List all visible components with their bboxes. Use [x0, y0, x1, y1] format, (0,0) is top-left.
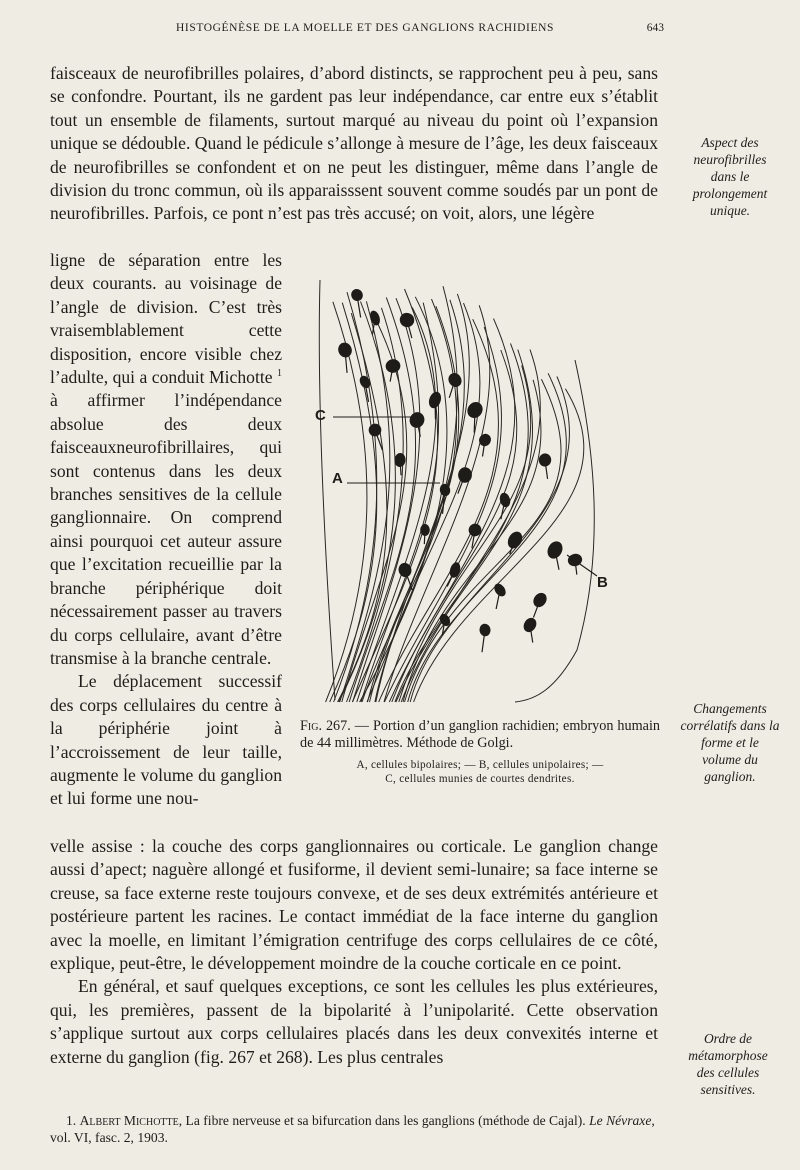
ganglion-cell — [492, 581, 508, 598]
footnote-ref: 1 — [277, 368, 283, 380]
ganglion-cell — [458, 467, 473, 483]
ganglion-cell — [397, 561, 413, 578]
ganglion-illustration — [305, 270, 605, 710]
paragraph-2-start: Le déplacement successif des corps cellulaires du centre à la périphérie joint à l’accroissement de leur taille, augmente le volume du ganglion et lui forme une nou- — [50, 671, 282, 809]
ganglion-cell — [368, 309, 381, 326]
ganglion-cell — [545, 539, 566, 561]
margin-note-ordre: Ordre de métamorphose des cellules sensitives. — [688, 1031, 768, 1097]
paragraph-1-text: faisceaux de neurofibrilles polaires, d’abord distincts, se rapprochent peu à peu, sans se confondre. Pourtant, ils ne gardent pas leur indépendance, car entre eux s’établit tout un ensemble de filaments, surtout marqué au niveau du point où l’expansion unique se dédouble. Quand le pédicule s’allonge à mesure de l’âge, les deux faisceaux de neurofibrilles se confondent et on ne peut les distinguer, même dans l’angle de division du tronc commun, où ils apparaisssent souvent comme soudés par un pont de neurofibrilles. Parfois, ce pont n’est pas très accusé; on voit, alors, une légère — [50, 63, 658, 224]
ganglion-cell — [498, 492, 511, 509]
ganglion-cell — [531, 590, 550, 609]
footnote-number: 1. — [66, 1113, 77, 1128]
caption-legend — [300, 758, 660, 786]
paragraph-2-continuation-block — [50, 835, 658, 1069]
footnote-text-2: , vol. VI, fasc. 2, 1903. — [50, 1113, 655, 1145]
footnote-journal: Le Névraxe — [589, 1113, 652, 1128]
paragraph-1 — [50, 62, 658, 226]
running-title: HISTOGÉNÈSE DE LA MOELLE ET DES GANGLIONS RACHIDIENS — [176, 22, 554, 34]
figure-267 — [305, 270, 608, 710]
ganglion-cell — [538, 453, 552, 468]
nerve-fiber — [338, 313, 387, 702]
ganglion-cell — [384, 358, 401, 374]
figure-label-b: B — [597, 574, 608, 591]
paragraph-2-continuation: velle assise : la couche des corps ganglionnaires ou corticale. Le ganglion change aussi d’apect; naguère allongé et fusiforme, il devient semi-lunaire; sa face interne se creuse, sa face externe reste toujours convexe, et de ses deux extrémités antérieure et postérieure partent les racines. Le contact immédiat de la face interne du ganglion avec la moelle, en limitant l’émigration centrifuge des corps cellulaires de ce côté, explique, peut-être, le développement moindre de la couche corticale en ce point. — [50, 836, 658, 974]
figure-label-c: C — [315, 407, 326, 424]
nerve-fiber — [410, 377, 569, 703]
ganglion-cell — [521, 616, 539, 635]
page-number: 643 — [646, 22, 664, 34]
paragraph-1-cont-a: ligne de séparation entre les deux courants. au voisinage de l’angle de division. C’est très vraisemblablement cette disposition, encore visible chez l’adulte, qui a conduit Michotte — [50, 250, 282, 388]
figure-caption — [300, 718, 660, 786]
ganglion-cell — [427, 390, 443, 410]
legend-line-1: A, cellules bipolaires; — B, cellules unipolaires; — — [356, 759, 604, 771]
caption-prefix: Fig. 267. — [300, 718, 351, 734]
margin-note-changements: Changements corrélatifs dans la forme et le volume du ganglion. — [680, 701, 780, 784]
caption-text: — Portion d’un ganglion rachidien; embryon humain de 44 millimètres. Méthode de Golgi. — [300, 718, 660, 751]
footnote-author: Albert Michotte — [79, 1113, 179, 1128]
footnote-text-1: , La fibre nerveuse et sa bifurcation dans les ganglions (méthode de Cajal). — [178, 1113, 586, 1128]
ganglion-cell — [349, 287, 365, 303]
figure-label-a: A — [332, 470, 343, 487]
caption-main — [300, 718, 660, 752]
nerve-fiber — [392, 350, 517, 702]
paragraph-3: En général, et sauf quelques exceptions, ce sont les cellules les plus extérieures, qui, les premières, passent de la bipolarité à l’unipolarité. Cette observation s’applique surtout aux corps cellulaires placés dans les deux convexités interne et externe du ganglion (fig. 267 et 268). Les plus centrales — [50, 976, 658, 1067]
paragraph-1-continuation — [50, 249, 282, 670]
margin-note-aspect: Aspect des neurofibrilles dans le prolongement unique. — [692, 135, 768, 218]
ganglion-cell — [394, 453, 406, 468]
ganglion-cell — [407, 410, 427, 430]
legend-line-2: C, cellules munies de courtes dendrites. — [385, 773, 575, 785]
ganglion-cell — [446, 371, 464, 390]
ganglion-cell — [464, 399, 485, 421]
footnote — [50, 1112, 660, 1146]
ganglion-cell — [336, 341, 354, 360]
left-column — [50, 249, 282, 811]
running-header — [70, 22, 664, 34]
ganglion-cell — [448, 561, 462, 579]
paragraph-1-cont-b: à affirmer l’indépendance absolue des deux faisceauxneurofibrillaires, qui sont contenus dans les deux branches sensitives de la cellule ganglionnaire. On comprend ainsi pourquoi cet auteur assure que l’excitation recueillie par la branche périphérique doit nécessairement passer au travers du corps cellulaire, avant d’être transmise à la branche centrale. — [50, 390, 282, 668]
ganglion-cell — [479, 623, 491, 637]
